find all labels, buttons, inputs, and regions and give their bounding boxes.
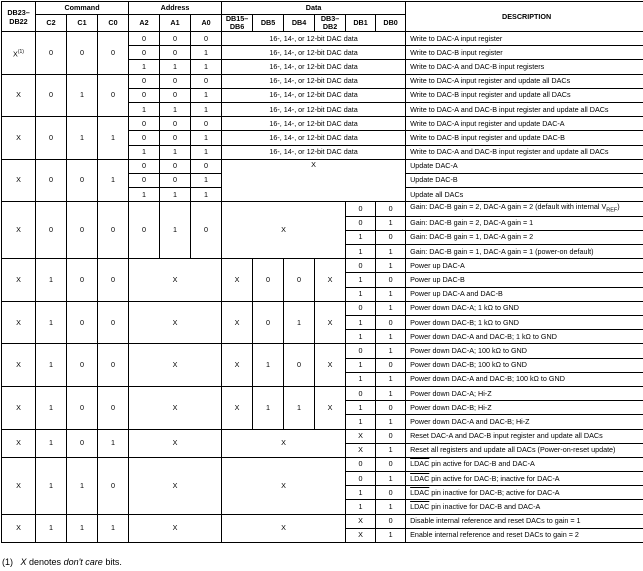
cell-a1: 1	[160, 202, 191, 259]
header-db23-db22: DB23–DB22	[2, 2, 36, 32]
cell-db0: 1	[376, 372, 406, 386]
cell-dac-data: 16-, 14-, or 12-bit DAC data	[222, 60, 406, 74]
cell-a1: 0	[160, 131, 191, 145]
cell-db1: X	[346, 429, 376, 443]
cell-c2: 0	[36, 202, 67, 259]
cell-db23: X	[2, 386, 36, 429]
cell-description: Gain: DAC-B gain = 2, DAC-A gain = 2 (default with internal $V_{REF}$)	[406, 202, 643, 216]
table-row	[2, 514, 643, 528]
cell-description: Power down DAC-A and DAC-B; 100 kΩ to GND	[406, 372, 643, 386]
cell-description: Write to DAC-A input register and update all DACs	[406, 74, 643, 88]
cell-a0: 0	[191, 202, 222, 259]
cell-a0: 1	[191, 60, 222, 74]
cell-description: Write to DAC-A and DAC-B input register and update all DACs	[406, 102, 643, 116]
header-db4: DB4	[284, 15, 315, 32]
table-row	[2, 202, 643, 216]
cell-dac-data: 16-, 14-, or 12-bit DAC data	[222, 88, 406, 102]
cell-db3: X	[315, 386, 346, 429]
cell-a0: 0	[191, 159, 222, 173]
cell-dac-data: 16-, 14-, or 12-bit DAC data	[222, 145, 406, 159]
cell-a2: 1	[129, 102, 160, 116]
cell-db5: 1	[253, 344, 284, 387]
cell-description: Power down DAC-A and DAC-B; 1 kΩ to GND	[406, 330, 643, 344]
cell-a2: 0	[129, 202, 160, 259]
header-db3-db2: DB3–DB2	[315, 15, 346, 32]
cell-c0: 1	[98, 159, 129, 202]
cell-c1: 0	[67, 386, 98, 429]
cell-db15: X	[222, 386, 253, 429]
cell-db3: X	[315, 344, 346, 387]
cell-a0: 1	[191, 173, 222, 187]
cell-db0: 0	[376, 358, 406, 372]
cell-db5: 1	[253, 386, 284, 429]
cell-a0: 0	[191, 117, 222, 131]
cell-a2: 0	[129, 173, 160, 187]
cell-dac-data: 16-, 14-, or 12-bit DAC data	[222, 74, 406, 88]
cell-db23: X	[2, 457, 36, 514]
cell-c2: 1	[36, 344, 67, 387]
cell-db23: X	[2, 429, 36, 457]
table-row	[2, 301, 643, 315]
cell-c0: 1	[98, 514, 129, 542]
cell-c0: 0	[98, 32, 129, 75]
cell-c1: 1	[67, 117, 98, 160]
header-address: Address	[129, 2, 222, 15]
cell-db0: 0	[376, 202, 406, 216]
cell-a0: 1	[191, 188, 222, 202]
cell-c2: 0	[36, 32, 67, 75]
header-command: Command	[36, 2, 129, 15]
cell-db23: X	[2, 301, 36, 344]
cell-description: Write to DAC-B input register and update all DACs	[406, 88, 643, 102]
table-row	[2, 457, 643, 471]
cell-db5: 0	[253, 259, 284, 302]
cell-db1: 1	[346, 230, 376, 244]
cell-db1: 0	[346, 457, 376, 471]
cell-db23: X	[2, 117, 36, 160]
cell-c2: 1	[36, 259, 67, 302]
cell-c0: 1	[98, 117, 129, 160]
cell-description: Power down DAC-A and DAC-B; Hi-Z	[406, 415, 643, 429]
cell-address-x: X	[129, 259, 222, 302]
cell-c2: 1	[36, 514, 67, 542]
cell-description: Write to DAC-B input register	[406, 46, 643, 60]
cell-db0: 1	[376, 287, 406, 301]
cell-db0: 1	[376, 472, 406, 486]
cell-description: Power up DAC-A	[406, 259, 643, 273]
cell-description: Power down DAC-B; 1 kΩ to GND	[406, 316, 643, 330]
footnote-end: bits.	[102, 557, 122, 567]
cell-db0: 0	[376, 457, 406, 471]
cell-db23: X	[2, 514, 36, 542]
cell-db0: 1	[376, 245, 406, 259]
cell-db1: X	[346, 514, 376, 528]
header-db5: DB5	[253, 15, 284, 32]
cell-db15: X	[222, 344, 253, 387]
cell-db1: 1	[346, 273, 376, 287]
cell-address-x: X	[129, 344, 222, 387]
cell-description: Power down DAC-A; 100 kΩ to GND	[406, 344, 643, 358]
cell-a1: 0	[160, 46, 191, 60]
cell-db0: 0	[376, 316, 406, 330]
cell-db0: 1	[376, 386, 406, 400]
cell-db4: 0	[284, 259, 315, 302]
header-a1: A1	[160, 15, 191, 32]
cell-c1: 1	[67, 74, 98, 117]
cell-a2: 0	[129, 159, 160, 173]
cell-description: Gain: DAC-B gain = 1, DAC-A gain = 1 (power-on default)	[406, 245, 643, 259]
cell-c0: 0	[98, 259, 129, 302]
cell-db1: 1	[346, 358, 376, 372]
cell-db0: 1	[376, 330, 406, 344]
cell-description: Write to DAC-A and DAC-B input registers	[406, 60, 643, 74]
cell-c1: 0	[67, 259, 98, 302]
cell-db0: 1	[376, 415, 406, 429]
cell-a1: 0	[160, 117, 191, 131]
command-table	[1, 1, 643, 543]
cell-db1: 1	[346, 316, 376, 330]
cell-description: Power down DAC-A; 1 kΩ to GND	[406, 301, 643, 315]
cell-description: LDAC pin active for DAC-B; inactive for DAC-A	[406, 472, 643, 486]
cell-dac-data: 16-, 14-, or 12-bit DAC data	[222, 117, 406, 131]
cell-description: Gain: DAC-B gain = 1, DAC-A gain = 2	[406, 230, 643, 244]
cell-c0: 1	[98, 429, 129, 457]
cell-db0: 0	[376, 429, 406, 443]
footnote-x: X	[20, 557, 27, 567]
cell-a2: 0	[129, 32, 160, 46]
cell-description: Reset DAC-A and DAC-B input register and update all DACs	[406, 429, 643, 443]
header-c1: C1	[67, 15, 98, 32]
cell-db23: X	[2, 344, 36, 387]
cell-a2: 0	[129, 74, 160, 88]
cell-description: LDAC pin inactive for DAC-B; active for DAC-A	[406, 486, 643, 500]
cell-a1: 0	[160, 88, 191, 102]
cell-db0: 1	[376, 259, 406, 273]
cell-description: Gain: DAC-B gain = 2, DAC-A gain = 1	[406, 216, 643, 230]
cell-c2: 0	[36, 74, 67, 117]
cell-description: Write to DAC-A and DAC-B input register and update all DACs	[406, 145, 643, 159]
cell-c1: 0	[67, 32, 98, 75]
cell-db0: 1	[376, 301, 406, 315]
cell-db1: 1	[346, 401, 376, 415]
cell-c1: 1	[67, 457, 98, 514]
footnote-italic: don't care	[63, 557, 103, 567]
cell-description: Power up DAC-B	[406, 273, 643, 287]
cell-a0: 1	[191, 102, 222, 116]
footnote-text: denotes	[26, 557, 64, 567]
cell-db1: 0	[346, 259, 376, 273]
cell-description: Update all DACs	[406, 188, 643, 202]
cell-db1: 1	[346, 415, 376, 429]
header-row-1	[2, 2, 643, 15]
cell-db1: 0	[346, 344, 376, 358]
cell-db3: X	[315, 259, 346, 302]
cell-db23: X	[2, 202, 36, 259]
cell-description: Update DAC-A	[406, 159, 643, 173]
table-row	[2, 117, 643, 131]
cell-description: Write to DAC-A input register and update DAC-A	[406, 117, 643, 131]
cell-db1: 1	[346, 486, 376, 500]
cell-description: Power down DAC-B; 100 kΩ to GND	[406, 358, 643, 372]
cell-c0: 0	[98, 301, 129, 344]
cell-db1: X	[346, 443, 376, 457]
footnote-marker: (1)	[2, 557, 13, 567]
cell-a1: 0	[160, 32, 191, 46]
cell-a0: 1	[191, 145, 222, 159]
cell-dac-data: 16-, 14-, or 12-bit DAC data	[222, 131, 406, 145]
table-row	[2, 344, 643, 358]
cell-db4: 0	[284, 344, 315, 387]
cell-c0: 0	[98, 74, 129, 117]
header-a2: A2	[129, 15, 160, 32]
cell-a2: 0	[129, 131, 160, 145]
cell-a2: 1	[129, 60, 160, 74]
header-db1: DB1	[346, 15, 376, 32]
cell-db5: 0	[253, 301, 284, 344]
header-a0: A0	[191, 15, 222, 32]
cell-db15: X	[222, 259, 253, 302]
cell-a1: 0	[160, 74, 191, 88]
cell-c2: 0	[36, 159, 67, 202]
cell-description: Write to DAC-B input register and update DAC-B	[406, 131, 643, 145]
cell-description: LDAC pin active for DAC-B and DAC-A	[406, 457, 643, 471]
cell-data-x: X	[222, 159, 406, 202]
header-description: DESCRIPTION	[406, 2, 643, 32]
cell-a2: 0	[129, 88, 160, 102]
table-row	[2, 386, 643, 400]
cell-db0: 1	[376, 500, 406, 514]
cell-a0: 0	[191, 74, 222, 88]
cell-db1: 1	[346, 330, 376, 344]
cell-description: Power down DAC-B; Hi-Z	[406, 401, 643, 415]
cell-db0: 0	[376, 273, 406, 287]
cell-db1: 1	[346, 245, 376, 259]
cell-db0: 0	[376, 401, 406, 415]
cell-a0: 1	[191, 46, 222, 60]
cell-db1: 0	[346, 301, 376, 315]
cell-a2: 1	[129, 188, 160, 202]
cell-db0: 1	[376, 216, 406, 230]
cell-db0: 1	[376, 443, 406, 457]
cell-address-x: X	[129, 514, 222, 542]
cell-c0: 0	[98, 344, 129, 387]
cell-c1: 0	[67, 159, 98, 202]
footnote	[2, 557, 122, 567]
cell-a2: 0	[129, 46, 160, 60]
cell-a1: 1	[160, 60, 191, 74]
cell-c2: 1	[36, 386, 67, 429]
cell-db3: X	[315, 301, 346, 344]
cell-db1: X	[346, 528, 376, 542]
cell-description: Power up DAC-A and DAC-B	[406, 287, 643, 301]
cell-description: Write to DAC-A input register	[406, 32, 643, 46]
cell-db23: X	[2, 74, 36, 117]
cell-c2: 1	[36, 457, 67, 514]
cell-a0: 1	[191, 88, 222, 102]
cell-c1: 0	[67, 301, 98, 344]
cell-db1: 0	[346, 472, 376, 486]
cell-db0: 0	[376, 230, 406, 244]
cell-a0: 1	[191, 131, 222, 145]
cell-a0: 0	[191, 32, 222, 46]
cell-description: Disable internal reference and reset DACs to gain = 1	[406, 514, 643, 528]
header-db15-db6: DB15–DB6	[222, 15, 253, 32]
table-row	[2, 159, 643, 173]
cell-db23: X	[2, 159, 36, 202]
cell-db23: X	[2, 259, 36, 302]
cell-db0: 1	[376, 528, 406, 542]
cell-a1: 0	[160, 159, 191, 173]
header-db0: DB0	[376, 15, 406, 32]
cell-db4: 1	[284, 301, 315, 344]
cell-a1: 1	[160, 102, 191, 116]
cell-description: Update DAC-B	[406, 173, 643, 187]
cell-c0: 0	[98, 202, 129, 259]
cell-db1: 1	[346, 287, 376, 301]
header-data: Data	[222, 2, 406, 15]
cell-address-x: X	[129, 457, 222, 514]
cell-description: Reset all registers and update all DACs (Power-on-reset update)	[406, 443, 643, 457]
cell-description: Power down DAC-A; Hi-Z	[406, 386, 643, 400]
cell-db4: 1	[284, 386, 315, 429]
cell-db23: $X^{(1)}$	[2, 32, 36, 75]
cell-c1: 0	[67, 202, 98, 259]
cell-db1: 1	[346, 372, 376, 386]
cell-c2: 1	[36, 301, 67, 344]
cell-data-x: X	[222, 202, 346, 259]
cell-description: LDAC pin inactive for DAC-B and DAC-A	[406, 500, 643, 514]
header-c0: C0	[98, 15, 129, 32]
cell-db0: 1	[376, 344, 406, 358]
cell-address-x: X	[129, 301, 222, 344]
cell-data-x: X	[222, 457, 346, 514]
cell-address-x: X	[129, 429, 222, 457]
cell-c2: 1	[36, 429, 67, 457]
cell-description: Enable internal reference and reset DACs to gain = 2	[406, 528, 643, 542]
cell-c1: 1	[67, 514, 98, 542]
cell-a2: 0	[129, 117, 160, 131]
cell-data-x: X	[222, 429, 346, 457]
table-row	[2, 74, 643, 88]
table-row	[2, 32, 643, 46]
header-c2: C2	[36, 15, 67, 32]
footnote-ref: (1)	[17, 48, 24, 55]
cell-a1: 0	[160, 173, 191, 187]
cell-db1: 0	[346, 386, 376, 400]
cell-address-x: X	[129, 386, 222, 429]
cell-a1: 1	[160, 145, 191, 159]
cell-db0: 0	[376, 486, 406, 500]
cell-a1: 1	[160, 188, 191, 202]
cell-c0: 0	[98, 386, 129, 429]
cell-dac-data: 16-, 14-, or 12-bit DAC data	[222, 102, 406, 116]
cell-dac-data: 16-, 14-, or 12-bit DAC data	[222, 46, 406, 60]
cell-a2: 1	[129, 145, 160, 159]
cell-c0: 0	[98, 457, 129, 514]
cell-c1: 0	[67, 429, 98, 457]
table-row	[2, 429, 643, 443]
table-row	[2, 259, 643, 273]
cell-db0: 0	[376, 514, 406, 528]
cell-db1: 0	[346, 202, 376, 216]
cell-data-x: X	[222, 514, 346, 542]
cell-db15: X	[222, 301, 253, 344]
cell-db1: 1	[346, 500, 376, 514]
cell-c2: 0	[36, 117, 67, 160]
cell-c1: 0	[67, 344, 98, 387]
cell-dac-data: 16-, 14-, or 12-bit DAC data	[222, 32, 406, 46]
cell-db1: 0	[346, 216, 376, 230]
